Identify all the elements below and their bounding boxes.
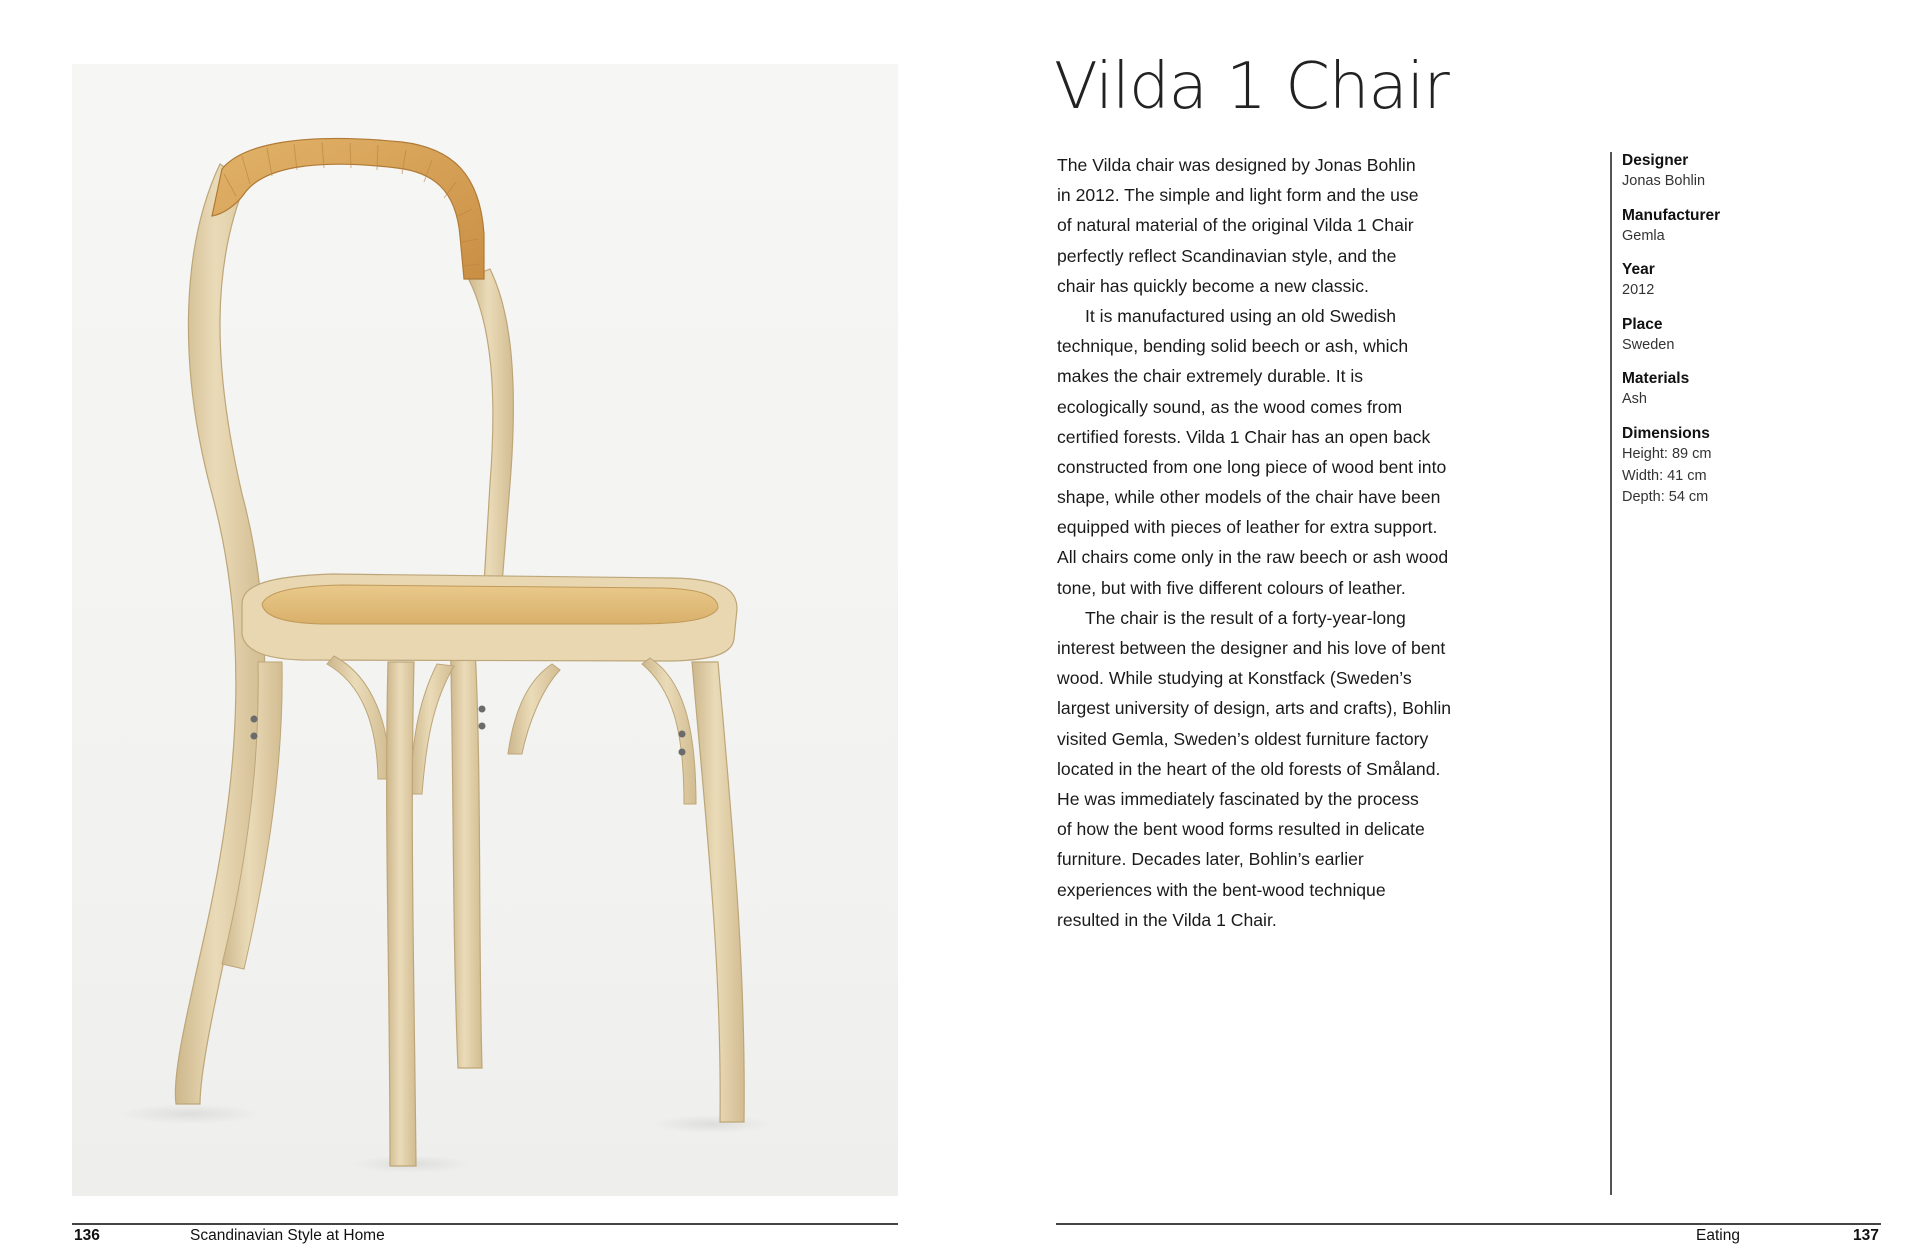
dimensions-field <box>1622 423 1842 509</box>
field-value: Jonas Bohlin <box>1622 173 1706 189</box>
article-title: Vilda 1 Chair <box>1054 50 1449 124</box>
body-line: experiences with the bent-wood technique <box>1057 879 1386 900</box>
body-line: The chair is the result of a forty-year-long <box>1085 607 1406 628</box>
body-line: ecologically sound, as the wood comes from <box>1057 396 1403 417</box>
field-value: 2012 <box>1622 282 1655 299</box>
body-line: resulted in the Vilda 1 Chair. <box>1057 909 1277 930</box>
page-number-left: 136 <box>74 1227 100 1244</box>
body-line: shape, while other models of the chair have been <box>1057 487 1441 508</box>
body-line: He was immediately fascinated by the process <box>1057 788 1419 809</box>
body-line: certified forests. Vilda 1 Chair has an open back <box>1057 426 1431 447</box>
running-title: Scandinavian Style at Home <box>190 1227 385 1244</box>
field-value: Ash <box>1622 391 1647 408</box>
body-line: tone, but with five different colours of leather. <box>1057 577 1406 598</box>
footer-rule-right <box>1056 1223 1881 1225</box>
body-line: constructed from one long piece of wood bent into <box>1057 456 1447 477</box>
dimension-height: Height: 89 cm <box>1622 445 1712 462</box>
body-line: of how the bent wood forms resulted in delicate <box>1057 819 1425 840</box>
body-line: All chairs come only in the raw beech or ash wood <box>1057 547 1449 568</box>
body-line: The Vilda chair was designed by Jonas Bohlin <box>1057 155 1416 175</box>
year-field <box>1622 259 1842 302</box>
section-name: Eating <box>1696 1227 1740 1244</box>
body-line: equipped with pieces of leather for extra support. <box>1057 517 1438 538</box>
body-line: visited Gemla, Sweden’s oldest furniture factory <box>1057 728 1429 749</box>
body-line: technique, bending solid beech or ash, which <box>1057 336 1409 357</box>
product-photo <box>72 64 898 1196</box>
article-body <box>1057 150 1487 935</box>
footer-rule-left <box>72 1223 898 1225</box>
page-number-right: 137 <box>1853 1227 1879 1244</box>
manufacturer-field <box>1622 205 1842 248</box>
body-line: located in the heart of the old forests of Småland. <box>1057 758 1441 779</box>
body-line: interest between the designer and his love of bent <box>1057 638 1446 658</box>
body-line: furniture. Decades later, Bohlin’s earlier <box>1057 849 1364 870</box>
body-line: in 2012. The simple and light form and the use <box>1057 185 1419 206</box>
field-label: Materials <box>1622 370 1690 388</box>
product-info-sidebar <box>1622 150 1842 521</box>
body-line: largest university of design, arts and crafts), Bohlin <box>1057 698 1452 719</box>
body-line: of natural material of the original Vilda 1 Chair <box>1057 215 1414 236</box>
field-label: Place <box>1622 315 1663 333</box>
designer-field <box>1622 150 1842 193</box>
dimension-width: Width: 41 cm <box>1622 467 1707 484</box>
dimension-depth: Depth: 54 cm <box>1622 489 1709 506</box>
body-line: wood. While studying at Konstfack (Sweden’s <box>1057 668 1412 689</box>
field-label: Manufacturer <box>1622 206 1721 224</box>
field-label: Designer <box>1622 152 1689 169</box>
body-line: makes the chair extremely durable. It is <box>1057 366 1364 387</box>
body-line: chair has quickly become a new classic. <box>1057 275 1369 296</box>
materials-field <box>1622 368 1842 411</box>
field-value: Gemla <box>1622 227 1665 244</box>
sidebar-divider <box>1610 152 1612 1195</box>
field-label: Dimensions <box>1622 424 1710 442</box>
field-value: Sweden <box>1622 336 1675 353</box>
body-line: It is manufactured using an old Swedish <box>1085 305 1397 326</box>
field-label: Year <box>1622 261 1655 279</box>
place-field <box>1622 314 1842 357</box>
body-line: perfectly reflect Scandinavian style, and the <box>1057 245 1397 266</box>
chair-illustration <box>72 64 898 1196</box>
